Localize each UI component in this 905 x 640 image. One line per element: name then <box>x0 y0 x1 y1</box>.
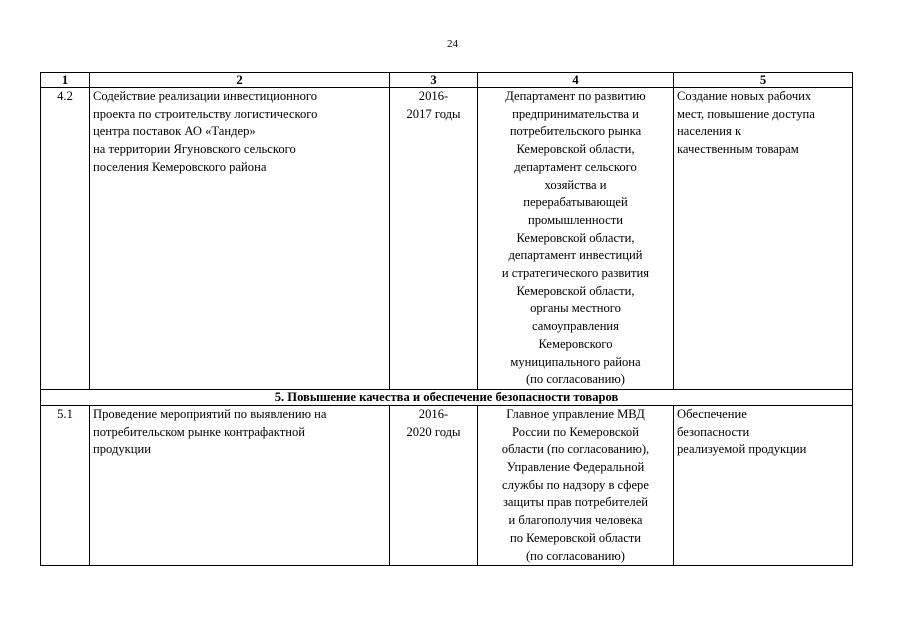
result-cell <box>674 405 853 565</box>
period-line: 2016- <box>418 406 449 421</box>
activity-cell <box>90 88 390 390</box>
responsible-line: Кемеровской области, <box>516 283 635 298</box>
responsible-line: потребительского рынка <box>509 124 642 139</box>
result-line: мест, повышение доступа <box>677 106 815 121</box>
row-number-text: 4.2 <box>57 89 73 103</box>
responsible-line: хозяйства и <box>544 177 607 192</box>
responsible-line: департамент сельского <box>514 159 637 174</box>
responsible-line: области (по согласованию), <box>501 442 650 457</box>
activity-line: центра поставок АО «Тандер» <box>93 124 256 139</box>
responsible-cell <box>478 405 674 565</box>
result-line: Обеспечение <box>677 406 747 421</box>
section-title: 5. Повышение качества и обеспечение безопасности товаров <box>41 389 853 405</box>
period-cell <box>390 88 478 390</box>
page-number: 24 <box>447 38 458 50</box>
column-header-1: 1 <box>41 73 90 88</box>
activity-line: проекта по строительству логистического <box>93 106 318 121</box>
responsible-line: Главное управление МВД <box>506 406 645 421</box>
activity-line: потребительском рынке контрафактной <box>93 424 306 439</box>
result-line: реализуемой продукции <box>677 442 807 457</box>
period-line: 2017 годы <box>406 106 461 121</box>
activity-line: Содействие реализации инвестиционного <box>93 89 318 103</box>
period-cell <box>390 405 478 565</box>
responsible-cell <box>478 88 674 390</box>
activity-cell <box>90 405 390 565</box>
activity-line: Проведение мероприятий по выявлению на <box>93 406 327 421</box>
responsible-line: предпринимательства и <box>512 106 639 121</box>
responsible-line: защиты прав потребителей <box>502 495 649 510</box>
plan-table <box>40 72 853 566</box>
responsible-line: Кемеровской области, <box>516 142 635 157</box>
responsible-line: Кемеровского <box>538 336 613 351</box>
activity-line: поселения Кемеровского района <box>93 159 267 174</box>
activity-line: продукции <box>93 442 152 457</box>
result-line: Создание новых рабочих <box>677 89 812 103</box>
row-number <box>41 88 90 390</box>
responsible-line: Управление Федеральной <box>506 460 645 475</box>
table-row <box>41 405 853 565</box>
responsible-line: (по согласованию) <box>525 548 625 563</box>
responsible-line: муниципального района <box>510 354 641 369</box>
responsible-line: России по Кемеровской <box>512 424 639 439</box>
responsible-line: промышленности <box>527 212 624 227</box>
column-header-2: 2 <box>90 73 390 88</box>
responsible-line: (по согласованию) <box>525 372 625 387</box>
result-line: безопасности <box>677 424 750 439</box>
section-row <box>41 389 853 405</box>
row-number <box>41 405 90 565</box>
activity-line: на территории Ягуновского сельского <box>93 142 296 157</box>
table-row <box>41 88 853 390</box>
responsible-line: Кемеровской области, <box>516 230 635 245</box>
responsible-line: и стратегического развития <box>501 266 650 281</box>
responsible-line: службы по надзору в сфере <box>502 477 649 492</box>
result-line: качественным товарам <box>677 142 799 157</box>
responsible-line: перерабатывающей <box>523 195 628 210</box>
period-line: 2020 годы <box>406 424 461 439</box>
responsible-line: по Кемеровской области <box>509 530 642 545</box>
responsible-line: департамент инвестиций <box>508 248 643 263</box>
row-number-text: 5.1 <box>57 406 73 421</box>
responsible-line: органы местного <box>530 301 621 316</box>
column-header-3: 3 <box>390 73 478 88</box>
table-header-row <box>41 73 853 88</box>
column-header-5: 5 <box>674 73 853 88</box>
responsible-line: и благополучия человека <box>508 513 643 528</box>
result-line: населения к <box>677 124 742 139</box>
column-header-4: 4 <box>478 73 674 88</box>
period-line: 2016- <box>418 89 449 103</box>
responsible-line: Департамент по развитию <box>505 89 646 103</box>
responsible-line: самоуправления <box>532 319 619 334</box>
result-cell <box>674 88 853 390</box>
